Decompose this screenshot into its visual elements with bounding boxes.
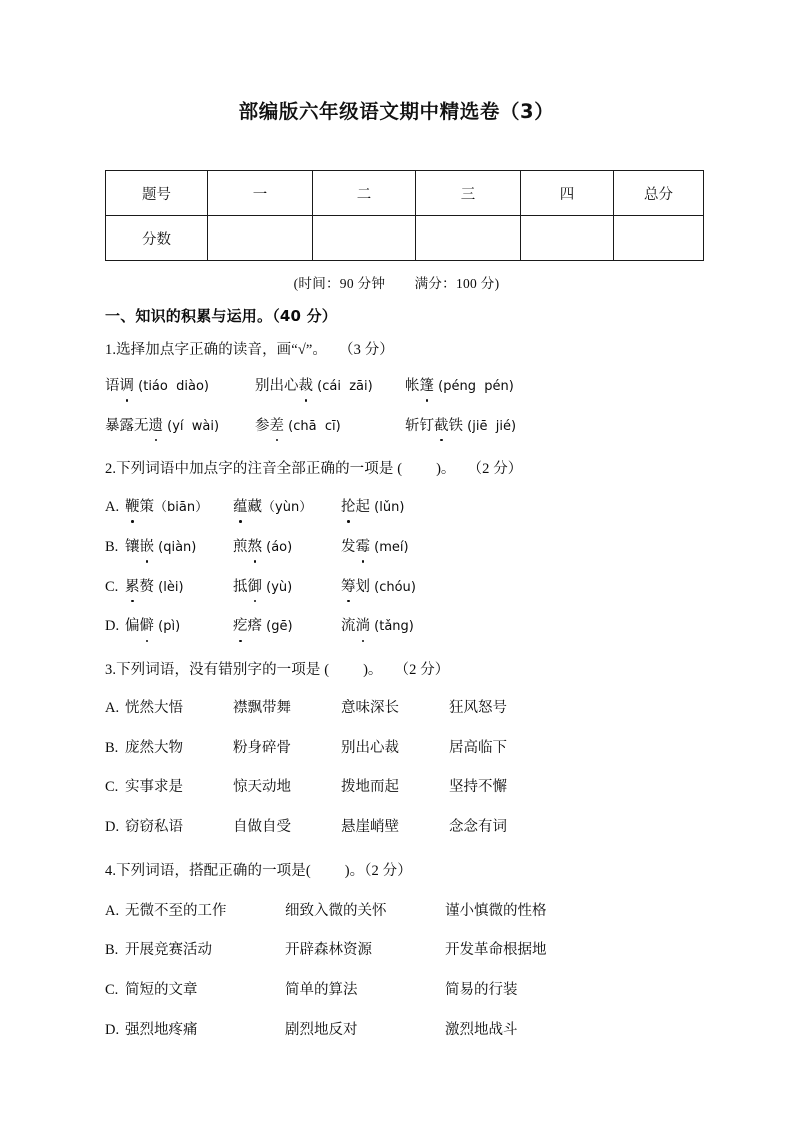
- question-4-points: （2 分）: [364, 862, 412, 879]
- word-post: 藏: [247, 499, 262, 515]
- question-2: [105, 459, 705, 638]
- option-item: [233, 497, 341, 519]
- pinyin-group: (tiáo diào): [134, 378, 209, 394]
- question-1-row-2: [105, 416, 705, 438]
- pinyin-option-1[interactable]: péng: [443, 378, 476, 394]
- option-phrase: 简短的文章: [125, 982, 198, 998]
- table-row-question-numbers: [106, 171, 704, 216]
- option-item: [341, 616, 449, 638]
- option-word: 居高临下: [449, 739, 507, 756]
- option-label: D.: [105, 618, 120, 635]
- question-4-number: 4.: [105, 862, 117, 879]
- option-phrase: 无微不至的工作: [125, 902, 227, 919]
- word-pre: 参: [255, 417, 270, 434]
- exam-time-label: (时间：90 分钟: [293, 276, 386, 291]
- pinyin-group: (qiàn): [154, 539, 197, 555]
- word-pre: 抵: [233, 578, 248, 595]
- option-phrase: 开展竞赛活动: [125, 942, 212, 959]
- score-table-col-total: 总分: [614, 171, 704, 216]
- pinyin-group: (chā cī): [284, 418, 341, 434]
- score-cell-2[interactable]: [313, 216, 416, 261]
- pinyin-group: （biān）: [154, 500, 209, 515]
- pinyin-group: (áo): [262, 539, 293, 555]
- question-3-fullstop: 。: [367, 662, 383, 678]
- score-cell-total[interactable]: [614, 216, 704, 261]
- question-1-row-1: [105, 376, 705, 398]
- score-table-col-4: 四: [521, 171, 614, 216]
- exam-fullscore-label: 满分：100 分): [414, 276, 500, 291]
- question-2-option-a[interactable]: [105, 497, 705, 519]
- pinyin-group: (pì): [154, 619, 181, 635]
- question-2-answer-blank[interactable]: ( ): [397, 461, 441, 478]
- pinyin-value: yù: [271, 579, 288, 595]
- option-item: [125, 497, 233, 519]
- option-word: 坚持不懈: [449, 779, 507, 796]
- score-table-col-3: 三: [416, 171, 521, 216]
- pinyin-option-1[interactable]: jiē: [472, 418, 488, 434]
- option-word: 恍然大悟: [125, 699, 183, 716]
- word-post: 瘩: [247, 618, 262, 635]
- option-item: [125, 577, 233, 599]
- pinyin-group: (meí): [370, 539, 409, 555]
- pinyin-group: (lèi): [154, 579, 184, 595]
- word-post: 起: [355, 499, 370, 515]
- word-pre: 暴露无: [105, 417, 149, 434]
- question-1-stem: [105, 340, 705, 362]
- pinyin-value: tǎng: [379, 619, 409, 635]
- word-dotted-char: 截: [434, 416, 449, 438]
- pinyin-item[interactable]: [405, 416, 555, 438]
- option-word: 实事求是: [125, 779, 183, 796]
- option-word: 狂风怒号: [449, 699, 507, 716]
- table-row-scores: [106, 216, 704, 261]
- pinyin-option-1[interactable]: tiáo: [143, 378, 168, 394]
- question-3-option-b[interactable]: [105, 738, 705, 760]
- word-dotted-char: 鞭: [125, 497, 140, 519]
- word-post: 铁: [448, 417, 463, 434]
- word-dotted-char: 僻: [140, 616, 155, 638]
- pinyin-value: áo: [271, 539, 288, 555]
- pinyin-item[interactable]: [255, 376, 405, 398]
- word-dotted-char: 累: [125, 577, 140, 599]
- option-word: 别出心裁: [341, 739, 399, 756]
- option-word: 惊天动地: [233, 779, 291, 796]
- pinyin-option-2[interactable]: cī: [324, 418, 336, 434]
- page-title: 部编版六年级语文期中精选卷（3）: [238, 100, 555, 123]
- pinyin-value: meí: [379, 539, 404, 555]
- word-dotted-char: 淌: [356, 616, 371, 638]
- score-table-col-2: 二: [313, 171, 416, 216]
- question-1: [105, 340, 705, 437]
- option-word: 拨地而起: [341, 779, 399, 796]
- question-2-points: （2 分）: [467, 461, 523, 478]
- question-4-option-b[interactable]: [105, 940, 705, 962]
- pinyin-option-1[interactable]: cái: [322, 378, 341, 394]
- pinyin-group: (yù): [262, 579, 293, 595]
- question-2-text: 下列词语中加点字的注音全部正确的一项是: [116, 461, 394, 478]
- question-2-option-d[interactable]: [105, 616, 705, 638]
- option-item: [233, 537, 341, 559]
- word-pre: 流: [341, 618, 356, 635]
- word-dotted-char: 篷: [420, 376, 435, 398]
- option-label: B.: [105, 942, 119, 959]
- word-pre: 煎: [233, 538, 248, 555]
- pinyin-option-2[interactable]: wài: [191, 418, 215, 434]
- option-phrase: 谨小慎微的性格: [445, 902, 547, 919]
- option-label: A.: [105, 499, 120, 515]
- pinyin-option-1[interactable]: chā: [293, 418, 317, 434]
- pinyin-group: （yùn）: [262, 500, 313, 515]
- question-2-option-b[interactable]: [105, 537, 705, 559]
- score-table-col-1: 一: [208, 171, 313, 216]
- word-pre: 帐: [405, 377, 420, 394]
- word-dotted-char: 遗: [149, 416, 164, 438]
- option-phrase: 开辟森林资源: [285, 942, 372, 959]
- score-table-row-label-scores: 分数: [106, 216, 208, 261]
- option-word: 窃窃私语: [125, 819, 183, 835]
- option-phrase: 强烈地疼痛: [125, 1021, 198, 1038]
- option-phrase: 开发革命根据地: [445, 942, 547, 959]
- word-pre: 别出心: [255, 377, 299, 394]
- word-dotted-char: 嵌: [140, 537, 155, 559]
- question-2-stem: [105, 459, 705, 481]
- pinyin-item[interactable]: [255, 416, 405, 438]
- pinyin-group: (lǔn): [370, 500, 405, 515]
- exam-meta-line: [0, 272, 793, 292]
- pinyin-option-1[interactable]: yí: [172, 418, 184, 434]
- option-item: [341, 577, 449, 599]
- score-cell-3[interactable]: [416, 216, 521, 261]
- word-post: 赘: [139, 578, 154, 595]
- pinyin-value: lǔn: [379, 500, 400, 515]
- pinyin-value: lèi: [163, 579, 179, 595]
- exam-body: [105, 305, 705, 1042]
- question-1-text: 选择加点字正确的读音，画“√”。: [116, 342, 328, 358]
- option-item: [341, 537, 449, 559]
- pinyin-option-2[interactable]: diào: [176, 378, 204, 394]
- word-pre: 斩钉: [405, 417, 434, 434]
- option-label: A.: [105, 902, 120, 919]
- word-dotted-char: 霉: [356, 537, 371, 559]
- option-phrase: 细致入微的关怀: [285, 902, 387, 919]
- word-post: 划: [355, 578, 370, 595]
- option-item: [233, 577, 341, 599]
- pinyin-value: pì: [163, 619, 176, 635]
- word-pre: 偏: [125, 618, 140, 635]
- pinyin-option-2[interactable]: pén: [484, 378, 509, 394]
- option-word: 悬崖峭壁: [341, 819, 399, 835]
- option-label: C.: [105, 982, 119, 998]
- option-phrase: 简易的行装: [445, 982, 518, 998]
- score-table-row-label-questions: 题号: [106, 171, 208, 216]
- option-word: 意味深长: [341, 699, 399, 716]
- word-pre: 发: [341, 538, 356, 555]
- pinyin-value: yùn: [275, 500, 300, 515]
- pinyin-item[interactable]: [105, 416, 255, 438]
- question-3-number: 3.: [105, 662, 117, 678]
- pinyin-group: (tǎng): [370, 619, 414, 635]
- pinyin-group: (cái zāi): [313, 378, 373, 394]
- question-3: [105, 660, 705, 839]
- option-label: C.: [105, 578, 119, 595]
- pinyin-value: qiàn: [163, 539, 192, 555]
- word-dotted-char: 筹: [341, 577, 356, 599]
- score-cell-1[interactable]: [208, 216, 313, 261]
- pinyin-option-2[interactable]: jié: [495, 418, 511, 434]
- question-1-points: （3 分）: [339, 342, 394, 358]
- pinyin-item[interactable]: [105, 376, 255, 398]
- pinyin-value: gē: [271, 619, 288, 635]
- option-label: D.: [105, 819, 120, 835]
- question-3-answer-blank[interactable]: ( ): [324, 662, 368, 678]
- option-item: [341, 497, 449, 519]
- pinyin-value: biān: [167, 500, 196, 515]
- pinyin-value: chóu: [379, 579, 411, 595]
- word-dotted-char: 御: [248, 577, 263, 599]
- option-label: C.: [105, 779, 119, 796]
- option-label: A.: [105, 699, 120, 716]
- option-word: 襟飘带舞: [233, 699, 291, 716]
- pinyin-option-2[interactable]: zāi: [349, 378, 368, 394]
- question-4-option-a[interactable]: [105, 901, 705, 923]
- question-4-stem: [105, 861, 705, 883]
- question-4-text: 下列词语，搭配正确的一项是: [116, 862, 306, 879]
- word-dotted-char: 裁: [299, 376, 314, 398]
- pinyin-group: (yí wài): [163, 418, 220, 434]
- option-item: [233, 616, 341, 638]
- option-phrase: 简单的算法: [285, 982, 358, 998]
- question-2-number: 2.: [105, 461, 117, 478]
- section-heading-1: 一、知识的积累与运用。（40 分）: [105, 307, 337, 325]
- question-4: [105, 861, 705, 1042]
- question-2-option-c[interactable]: [105, 577, 705, 599]
- question-4-answer-blank[interactable]: ( ): [305, 862, 350, 879]
- word-dotted-char: 差: [270, 416, 285, 438]
- option-phrase: 剧烈地反对: [285, 1021, 358, 1038]
- word-dotted-char: 调: [120, 376, 135, 398]
- question-3-option-c[interactable]: [105, 777, 705, 799]
- option-word: 念念有词: [449, 819, 507, 835]
- question-3-option-d[interactable]: [105, 817, 705, 839]
- option-label: D.: [105, 1021, 120, 1038]
- option-label: B.: [105, 739, 119, 756]
- word-pre: 语: [105, 377, 120, 394]
- question-3-text: 下列词语，没有错别字的一项是: [116, 662, 321, 678]
- word-post: 策: [139, 499, 154, 515]
- question-3-option-a[interactable]: [105, 698, 705, 720]
- question-3-points: （2 分）: [394, 662, 450, 678]
- option-item: [125, 616, 233, 638]
- question-4-option-c[interactable]: [105, 980, 705, 1002]
- pinyin-item[interactable]: [405, 376, 555, 398]
- pinyin-group: (péng pén): [434, 378, 514, 394]
- word-dotted-char: 抡: [341, 497, 356, 519]
- score-cell-4[interactable]: [521, 216, 614, 261]
- option-label: B.: [105, 538, 119, 555]
- option-phrase: 激烈地战斗: [445, 1021, 518, 1038]
- option-word: 自做自受: [233, 819, 291, 835]
- score-table: [105, 170, 704, 261]
- word-dotted-char: 疙: [233, 616, 248, 638]
- question-4-fullstop: 。: [349, 862, 365, 879]
- pinyin-group: (chóu): [370, 579, 416, 595]
- option-word: 庞然大物: [125, 739, 183, 756]
- question-3-stem: [105, 660, 705, 682]
- option-word: 粉身碎骨: [233, 739, 291, 756]
- question-2-fullstop: 。: [440, 461, 456, 478]
- question-1-number: 1.: [105, 342, 117, 358]
- word-pre: 镶: [125, 538, 140, 555]
- question-4-option-d[interactable]: [105, 1020, 705, 1042]
- option-item: [125, 537, 233, 559]
- pinyin-group: (jiē jié): [463, 418, 517, 434]
- pinyin-group: (gē): [262, 619, 293, 635]
- word-dotted-char: 熬: [248, 537, 263, 559]
- word-dotted-char: 蕴: [233, 497, 248, 519]
